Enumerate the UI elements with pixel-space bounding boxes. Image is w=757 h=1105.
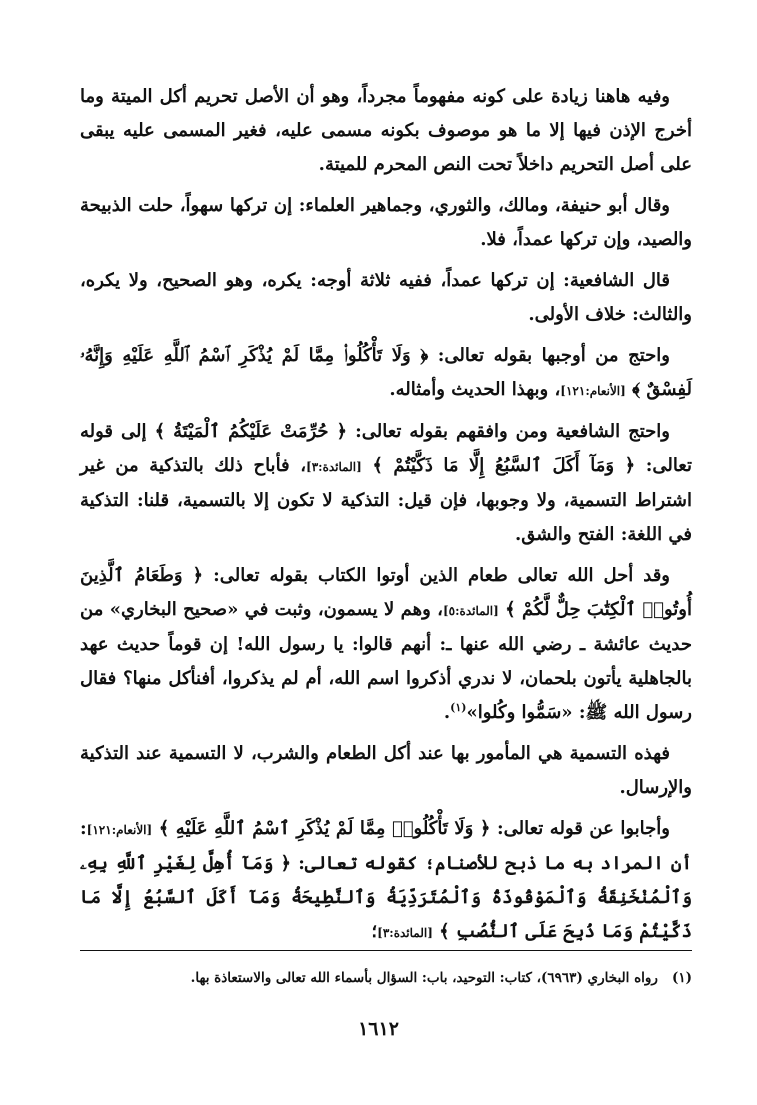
paragraph-7	[80, 737, 692, 805]
verse-reference: [الأنعام:١٢١]	[560, 384, 626, 398]
paragraph-6-after: ، وهم لا يسمون، وثبت في «صحيح البخاري» من حديث عائشة ـ رضي الله عنها ـ: أنهم قالوا: يا رسول الله! إن قوماً حديث عهد بالجاهلية يأتون بلحمان، لا ندري أذكروا اسم الله، أم لم يذكروا، أفنأكل منها؟ فقال رسول الله ﷺ: «سَمُّوا وكُلوا»	[80, 599, 692, 723]
paragraph-5-after: ، فأباح ذلك بالتذكية من غير اشتراط التسمية، ولا وجوبها، فإن قيل: التذكية لا تكون إلا بالتسمية، قلنا: التذكية في اللغة: الفتح والشق.	[80, 455, 692, 545]
footnote-number: (١)	[671, 970, 692, 986]
footnote-separator	[80, 950, 692, 951]
paragraph-4-after: ، وبهذا الحديث وأمثاله.	[389, 379, 561, 400]
verse-reference: [المائدة:٥]	[442, 604, 499, 618]
paragraph-4-before: واحتج من أوجبها بقوله تعالى:	[437, 345, 670, 366]
paragraph-8-after: ؛	[371, 921, 378, 942]
paragraph-3-text: قال الشافعية: إن تركها عمداً، ففيه ثلاثة أوجه: يكره، وهو الصحيح، ولا يكره، والثالث: خلاف الأولى.	[80, 270, 692, 325]
quran-verse: ﴿ وَمَآ أُهِلَّ لِغَيْرِ ٱللَّهِ بِهِۦ وَٱلْمُنْخَنِقَةُ وَٱلْمَوْقُوذَةُ وَٱلْمُتَرَدِّيَةُ وَٱلنَّطِيحَةُ وَمَآ أَكَلَ ٱلسَّبُعُ إِلَّا مَا ذَكَّيْتُمْ وَمَا ذُبِحَ عَلَى ٱلنُّصُبِ ﴾	[80, 853, 692, 942]
quran-verse: ﴿ وَطَعَامُ ٱلَّذِينَ أُوتُوا۟ ٱلْكِتَٰبَ حِلٌّ لَّكُمْ ﴾	[80, 565, 692, 620]
paragraph-5-middle: إلى قوله تعالى:	[80, 421, 692, 476]
verse-reference: [المائدة:٣]	[377, 926, 433, 940]
paragraph-5-before: واحتج الشافعية ومن وافقهم بقوله تعالى:	[355, 421, 670, 442]
footnote-text: رواه البخاري (٦٩٦٣)، كتاب: التوحيد، باب: السؤال بأسماء الله تعالى والاستعاذة بها.	[190, 970, 658, 986]
paragraph-2	[80, 189, 692, 257]
paragraph-8-before: وأجابوا عن قوله تعالى:	[496, 818, 670, 839]
quran-verse: ﴿ وَلَا تَأْكُلُوا۟ مِمَّا لَمْ يُذْكَرِ ٱسْمُ ٱللَّهِ عَلَيْهِ وَإِنَّهُۥ لَفِسْقٌ ﴾	[80, 345, 692, 400]
footnote	[80, 966, 692, 990]
quran-verse: ﴿ حُرِّمَتْ عَلَيْكُمُ ٱلْمَيْتَةُ ﴾	[154, 421, 348, 442]
paragraph-1	[80, 80, 692, 182]
verse-reference: [المائدة:٣]	[306, 460, 362, 474]
paragraph-5	[80, 415, 692, 552]
quran-verse: ﴿ وَلَا تَأْكُلُوا۟ مِمَّا لَمْ يُذْكَرِ ٱسْمُ ٱللَّهِ عَلَيْهِ ﴾	[158, 818, 491, 839]
quran-verse: ﴿ وَمَآ أَكَلَ ٱلسَّبُعُ إِلَّا مَا ذَكَّيْتُمْ ﴾	[372, 455, 636, 476]
paragraph-6	[80, 559, 692, 730]
paragraph-4	[80, 339, 692, 408]
paragraph-6-before: وقد أحل الله تعالى طعام الذين أوتوا الكتاب بقوله تعالى:	[213, 565, 670, 586]
paragraph-1-text: وفيه هاهنا زيادة على كونه مفهوماً مجرداً، وهو أن الأصل تحريم أكل الميتة وما أخرج الإذن فيها إلا ما هو موصوف بكونه مسمى عليه، فغير المسمى عليه يبقى على أصل التحريم داخلاً تحت النص المحرم للميتة.	[80, 86, 692, 175]
footnote-marker[interactable]: (١)	[450, 701, 467, 714]
page-number: ١٦١٢	[358, 1018, 399, 1040]
paragraph-7-text: فهذه التسمية هي المأمور بها عند أكل الطعام والشرب، لا التسمية عند التذكية والإرسال.	[80, 743, 692, 798]
paragraph-8-middle: : أن المراد به ما ذبح للأصنام؛ كقوله تعالى:	[80, 818, 692, 874]
paragraph-6-end: .	[443, 702, 451, 723]
main-text	[80, 80, 692, 957]
paragraph-2-text: وقال أبو حنيفة، ومالك، والثوري، وجماهير العلماء: إن تركها سهواً، حلت الذبيحة والصيد، وإن تركها عمداً، فلا.	[80, 195, 692, 250]
verse-reference: [الأنعام:١٢١]	[86, 823, 153, 837]
paragraph-8	[80, 812, 692, 950]
paragraph-3	[80, 264, 692, 332]
